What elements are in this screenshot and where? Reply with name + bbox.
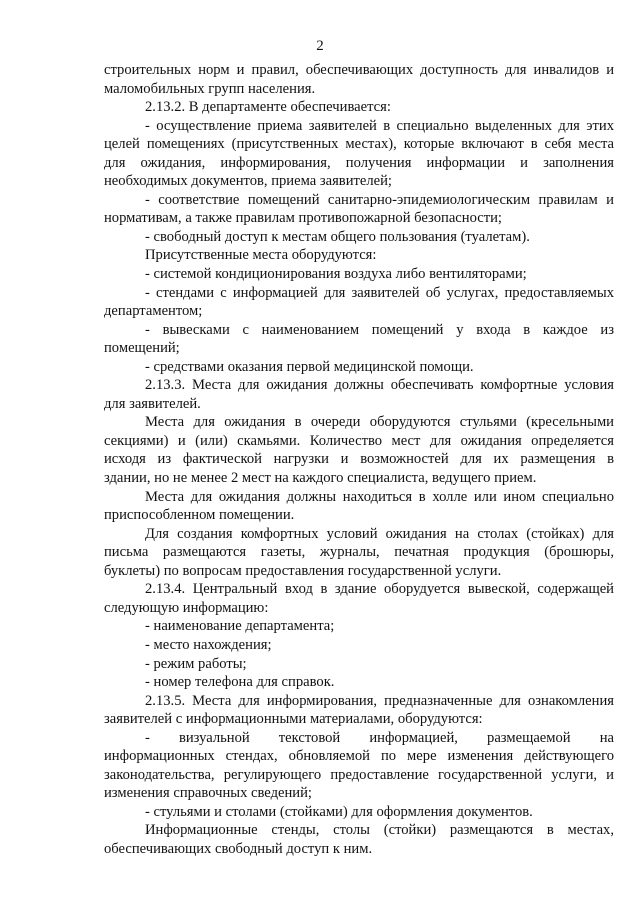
text-line: маломобильных групп населения. <box>104 80 316 97</box>
document-body <box>104 61 614 859</box>
text-line: изменения справочных сведений; <box>104 785 312 802</box>
page-number: 2 <box>316 38 324 54</box>
text-line: - осуществление приема заявителей в специально выделенных для этих <box>145 117 614 134</box>
text-line: - стендами с информацией для заявителей об услугах, предоставляемых <box>145 284 614 301</box>
text-line: здании, но не менее 2 мест на каждого специалиста, ведущего прием. <box>104 470 537 487</box>
text-line: исходя из фактической нагрузки и возможностей для их размещения в <box>104 451 614 468</box>
text-line: строительных норм и правил, обеспечивающих доступность для инвалидов и <box>104 62 614 78</box>
text-line: - режим работы; <box>145 655 247 672</box>
text-line: - системой кондиционирования воздуха либо вентиляторами; <box>145 266 527 283</box>
text-line: - стульями и столами (стойками) для оформления документов. <box>145 803 533 820</box>
text-line: для ожидания, информирования, получения информации и заполнения <box>104 154 614 171</box>
text-line: 2.13.4. Центральный вход в здание оборудуется вывеской, содержащей <box>145 581 614 598</box>
text-line: департаментом; <box>104 303 203 320</box>
text-line: - соответствие помещений санитарно-эпидемиологическим правилам и <box>145 191 614 208</box>
text-line: приспособленном помещении. <box>104 507 295 524</box>
text-line: - вывесками с наименованием помещений у входа в каждое из <box>145 321 614 338</box>
text-line: законодательства, регулирующего предоставление государственной услуги, и <box>104 766 614 783</box>
text-line: обеспечивающих свободный доступ к ним. <box>104 840 373 857</box>
text-line: - средствами оказания первой медицинской помощи. <box>145 358 474 375</box>
text-line: письма размещаются газеты, журналы, печатная продукция (брошюры, <box>104 544 614 561</box>
text-line: Для создания комфортных условий ожидания на столах (стойках) для <box>145 525 614 542</box>
text-line: следующую информацию: <box>104 599 269 616</box>
text-line: 2.13.5. Места для информирования, предназначенные для ознакомления <box>145 692 614 709</box>
text-line: - номер телефона для справок. <box>145 674 335 691</box>
text-line: 2.13.3. Места для ожидания должны обеспечивать комфортные условия <box>145 377 614 394</box>
text-line: Присутственные места оборудуются: <box>145 247 377 264</box>
text-line: заявителей с информационными материалами, оборудуются: <box>104 711 483 728</box>
text-line: нормативам, а также правилам противопожарной безопасности; <box>104 210 502 227</box>
text-line: 2.13.2. В департаменте обеспечивается: <box>145 99 391 116</box>
text-line: - место нахождения; <box>145 636 272 653</box>
text-line: буклеты) по вопросам предоставления государственной услуги. <box>104 562 502 579</box>
text-line: необходимых документов, приема заявителей; <box>104 173 392 190</box>
text-line: помещений; <box>104 340 180 357</box>
text-line: секциями) и (или) скамьями. Количество мест для ожидания определяется <box>104 432 614 449</box>
text-line: Места для ожидания в очереди оборудуются стульями (кресельными <box>145 414 614 431</box>
text-line: - визуальной текстовой информацией, размещаемой на <box>145 729 614 746</box>
text-line: - свободный доступ к местам общего пользования (туалетам). <box>145 228 530 245</box>
text-line: - наименование департамента; <box>145 618 335 635</box>
text-line: целей помещениях (присутственных местах), которые включают в себя места <box>104 136 614 153</box>
text-line: Места для ожидания должны находиться в холле или ином специально <box>145 488 614 505</box>
text-line: информационных стендах, обновляемой по мере изменения действующего <box>104 748 614 765</box>
text-line: для заявителей. <box>104 395 201 412</box>
text-line: Информационные стенды, столы (стойки) размещаются в местах, <box>145 822 614 839</box>
